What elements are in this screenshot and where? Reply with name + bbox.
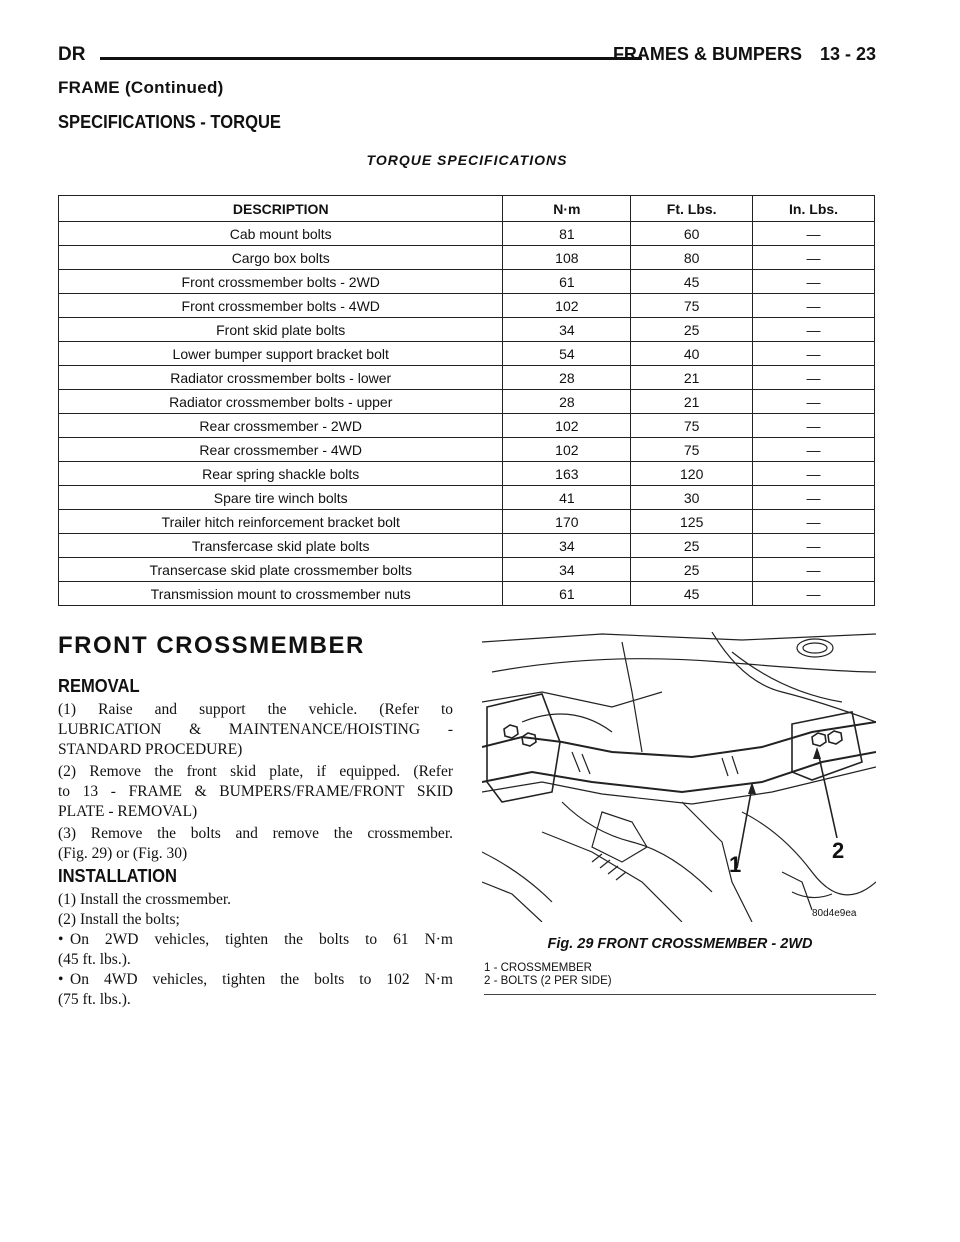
cell-in-lbs: — xyxy=(753,294,875,318)
cell-nm: 54 xyxy=(503,342,631,366)
installation-bullet-1 xyxy=(58,930,453,950)
table-row xyxy=(59,558,875,582)
front-crossmember-heading: FRONT CROSSMEMBER xyxy=(58,632,365,659)
figure-caption: Fig. 29 FRONT CROSSMEMBER - 2WD xyxy=(547,936,813,952)
cell-ft-lbs: 75 xyxy=(631,294,753,318)
cell-nm: 34 xyxy=(503,318,631,342)
cell-nm: 102 xyxy=(503,438,631,462)
figure-legend xyxy=(484,962,612,988)
cell-in-lbs: — xyxy=(753,318,875,342)
cell-in-lbs: — xyxy=(753,486,875,510)
cell-description: Cab mount bolts xyxy=(59,222,503,246)
removal-step-2 xyxy=(58,762,453,822)
cell-ft-lbs: 45 xyxy=(631,582,753,606)
cell-ft-lbs: 75 xyxy=(631,438,753,462)
cell-ft-lbs: 120 xyxy=(631,462,753,486)
cell-description: Transercase skid plate crossmember bolts xyxy=(59,558,503,582)
cell-nm: 41 xyxy=(503,486,631,510)
page-header xyxy=(58,44,876,74)
cell-in-lbs: — xyxy=(753,390,875,414)
cell-in-lbs: — xyxy=(753,270,875,294)
installation-step-2: (2) Install the bolts; xyxy=(58,911,180,928)
column-header-nm: N·m xyxy=(503,196,631,222)
removal-step-1 xyxy=(58,700,453,760)
table-row xyxy=(59,582,875,606)
legend-item: 1 - CROSSMEMBER xyxy=(484,962,592,974)
cell-nm: 163 xyxy=(503,462,631,486)
cell-description: Front crossmember bolts - 2WD xyxy=(59,270,503,294)
header-model-code: DR xyxy=(58,44,86,65)
cell-nm: 170 xyxy=(503,510,631,534)
cell-nm: 34 xyxy=(503,558,631,582)
callout-arrow-2 xyxy=(813,747,821,759)
cell-nm: 102 xyxy=(503,414,631,438)
cell-description: Radiator crossmember bolts - lower xyxy=(59,366,503,390)
table-row xyxy=(59,414,875,438)
cell-in-lbs: — xyxy=(753,414,875,438)
header-page-number: 13 - 23 xyxy=(819,44,876,64)
installation-heading: INSTALLATION xyxy=(58,866,177,886)
legend-rule xyxy=(484,994,876,995)
cell-ft-lbs: 125 xyxy=(631,510,753,534)
cell-in-lbs: — xyxy=(753,342,875,366)
cell-ft-lbs: 40 xyxy=(631,342,753,366)
cell-in-lbs: — xyxy=(753,366,875,390)
removal-heading: REMOVAL xyxy=(58,676,140,696)
bullet-icon: • xyxy=(58,931,64,948)
bullet-icon: • xyxy=(58,971,64,988)
table-row xyxy=(59,270,875,294)
cell-description: Radiator crossmember bolts - upper xyxy=(59,390,503,414)
table-row xyxy=(59,390,875,414)
figure-front-crossmember xyxy=(482,632,876,922)
cell-description: Spare tire winch bolts xyxy=(59,486,503,510)
installation-step-1: (1) Install the crossmember. xyxy=(58,891,232,908)
column-header-ft-lbs: Ft. Lbs. xyxy=(631,196,753,222)
cell-ft-lbs: 30 xyxy=(631,486,753,510)
cell-in-lbs: — xyxy=(753,462,875,486)
cell-ft-lbs: 25 xyxy=(631,318,753,342)
cell-ft-lbs: 80 xyxy=(631,246,753,270)
legend-item: 2 - BOLTS (2 PER SIDE) xyxy=(484,975,612,987)
table-row xyxy=(59,462,875,486)
removal-step-2-line-3: PLATE - REMOVAL) xyxy=(58,803,198,820)
table-row xyxy=(59,486,875,510)
table-row xyxy=(59,534,875,558)
callout-1: 1 xyxy=(729,852,742,877)
installation-steps xyxy=(58,890,453,1010)
installation-bullet-1-text: On 2WD vehicles, tighten the bolts to 61 N·m xyxy=(70,931,453,948)
cell-description: Transfercase skid plate bolts xyxy=(59,534,503,558)
specifications-heading: SPECIFICATIONS - TORQUE xyxy=(58,112,281,132)
table-row xyxy=(59,438,875,462)
table-row xyxy=(59,366,875,390)
table-row xyxy=(59,294,875,318)
cell-nm: 108 xyxy=(503,246,631,270)
cell-nm: 28 xyxy=(503,390,631,414)
cell-description: Rear crossmember - 2WD xyxy=(59,414,503,438)
cell-ft-lbs: 21 xyxy=(631,390,753,414)
removal-step-3-line-1: (3) Remove the bolts and remove the crossmember. xyxy=(58,825,453,842)
cell-description: Lower bumper support bracket bolt xyxy=(59,342,503,366)
table-header-row xyxy=(59,196,875,222)
figure-code: 80d4e9ea xyxy=(812,908,857,919)
cell-description: Front crossmember bolts - 4WD xyxy=(59,294,503,318)
cell-description: Rear spring shackle bolts xyxy=(59,462,503,486)
removal-step-1-line-3: STANDARD PROCEDURE) xyxy=(58,741,243,758)
section-continued-title: FRAME (Continued) xyxy=(58,78,224,97)
table-row xyxy=(59,246,875,270)
cell-nm: 28 xyxy=(503,366,631,390)
table-row xyxy=(59,342,875,366)
torque-specifications-table xyxy=(58,195,875,606)
table-row xyxy=(59,222,875,246)
cell-in-lbs: — xyxy=(753,558,875,582)
cell-description: Transmission mount to crossmember nuts xyxy=(59,582,503,606)
removal-step-1-line-2: LUBRICATION & MAINTENANCE/HOISTING - xyxy=(58,721,453,738)
header-section xyxy=(613,44,876,65)
torque-table-title: TORQUE SPECIFICATIONS xyxy=(366,152,568,168)
cell-ft-lbs: 21 xyxy=(631,366,753,390)
cell-in-lbs: — xyxy=(753,246,875,270)
cell-in-lbs: — xyxy=(753,222,875,246)
cell-ft-lbs: 75 xyxy=(631,414,753,438)
cell-in-lbs: — xyxy=(753,582,875,606)
cell-ft-lbs: 25 xyxy=(631,558,753,582)
cell-in-lbs: — xyxy=(753,438,875,462)
cell-in-lbs: — xyxy=(753,510,875,534)
cell-ft-lbs: 60 xyxy=(631,222,753,246)
cell-nm: 61 xyxy=(503,582,631,606)
cell-nm: 34 xyxy=(503,534,631,558)
removal-step-2-line-2: to 13 - FRAME & BUMPERS/FRAME/FRONT SKID xyxy=(58,783,453,800)
cell-description: Cargo box bolts xyxy=(59,246,503,270)
installation-bullet-2-text: On 4WD vehicles, tighten the bolts to 102 N·m xyxy=(70,971,453,988)
table-row xyxy=(59,510,875,534)
cell-in-lbs: — xyxy=(753,534,875,558)
cell-nm: 61 xyxy=(503,270,631,294)
removal-step-1-line-1: (1) Raise and support the vehicle. (Refer to xyxy=(58,701,453,718)
header-section-title: FRAMES & BUMPERS xyxy=(612,44,802,64)
cell-ft-lbs: 45 xyxy=(631,270,753,294)
callout-2: 2 xyxy=(832,838,845,863)
header-rule xyxy=(100,57,642,60)
cell-nm: 81 xyxy=(503,222,631,246)
cell-description: Front skid plate bolts xyxy=(59,318,503,342)
removal-step-3-line-2: (Fig. 29) or (Fig. 30) xyxy=(58,845,188,862)
column-header-description: DESCRIPTION xyxy=(59,196,503,222)
table-row xyxy=(59,318,875,342)
installation-bullet-2-cont: (75 ft. lbs.). xyxy=(58,991,131,1008)
cell-ft-lbs: 25 xyxy=(631,534,753,558)
cell-description: Rear crossmember - 4WD xyxy=(59,438,503,462)
cell-nm: 102 xyxy=(503,294,631,318)
removal-step-2-line-1: (2) Remove the front skid plate, if equipped. (Refer xyxy=(58,763,453,780)
removal-step-3 xyxy=(58,824,453,864)
installation-bullet-1-cont: (45 ft. lbs.). xyxy=(58,951,131,968)
crossmember-illustration xyxy=(482,632,876,922)
column-header-in-lbs: In. Lbs. xyxy=(753,196,875,222)
cell-description: Trailer hitch reinforcement bracket bolt xyxy=(59,510,503,534)
installation-bullet-2 xyxy=(58,970,453,990)
